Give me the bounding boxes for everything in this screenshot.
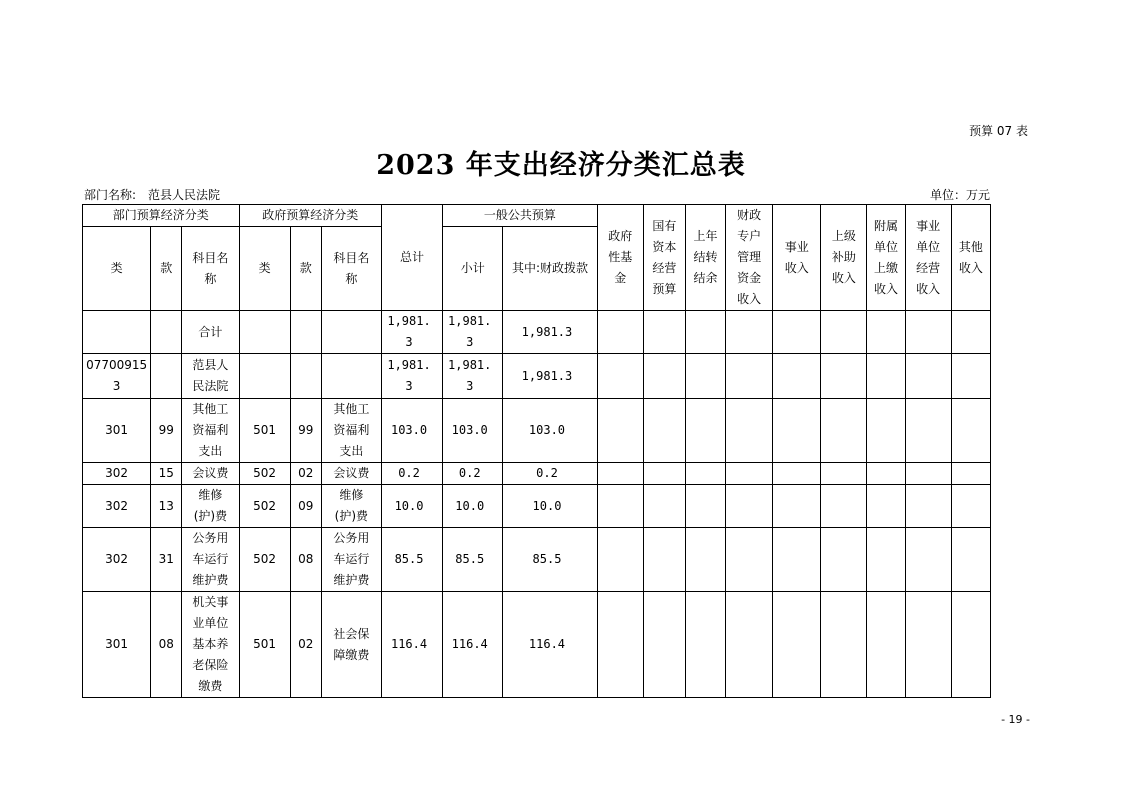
cell-dept-lei: 077009153 [83,354,151,399]
department-line [84,186,220,203]
cell-empty [726,592,773,698]
cell-fiscal: 103.0 [503,399,597,463]
cell-total: 0.2 [381,463,442,485]
cell-total: 85.5 [381,528,442,592]
cell-empty [773,592,821,698]
cell-empty [685,354,725,399]
cell-gov-subject: 维修(护)费 [321,485,381,528]
cell-empty [821,311,867,354]
cell-gov-kuan: 08 [290,528,321,592]
cell-dept-kuan: 15 [151,463,182,485]
header-gov-subject: 科目名称 [321,227,381,311]
cell-dept-subject: 公务用车运行维护费 [182,528,239,592]
table-row [83,354,991,399]
header-fiscal: 其中:财政拨款 [503,227,597,311]
cell-gov-lei: 502 [239,485,290,528]
cell-dept-lei: 302 [83,528,151,592]
cell-subtotal: 103.0 [443,399,503,463]
cell-fiscal: 1,981.3 [503,354,597,399]
cell-gov-kuan [290,354,321,399]
cell-empty [597,485,643,528]
cell-empty [643,463,685,485]
header-gov-fund: 政府性基金 [597,205,643,311]
cell-total: 116.4 [381,592,442,698]
cell-empty [821,463,867,485]
cell-empty [597,528,643,592]
cell-empty [685,485,725,528]
header-gov-lei: 类 [239,227,290,311]
cell-empty [597,463,643,485]
cell-gov-subject [321,311,381,354]
cell-empty [867,485,905,528]
header-subsidy: 上级补助收入 [821,205,867,311]
header-operating: 事业单位经营收入 [905,205,951,311]
cell-empty [773,485,821,528]
cell-gov-subject: 社会保障缴费 [321,592,381,698]
cell-subtotal: 10.0 [443,485,503,528]
cell-total: 103.0 [381,399,442,463]
cell-empty [905,485,951,528]
cell-gov-lei [239,354,290,399]
cell-dept-lei: 301 [83,592,151,698]
cell-dept-kuan: 13 [151,485,182,528]
table-number: 预算 07 表 [969,124,1028,138]
cell-dept-kuan: 99 [151,399,182,463]
header-dept-subject: 科目名称 [182,227,239,311]
cell-empty [821,528,867,592]
cell-empty [726,528,773,592]
cell-fiscal: 10.0 [503,485,597,528]
cell-empty [821,399,867,463]
header-general-budget: 一般公共预算 [443,205,598,227]
cell-fiscal: 1,981.3 [503,311,597,354]
department-name: 范县人民法院 [148,188,221,202]
cell-subtotal: 85.5 [443,528,503,592]
cell-empty [773,528,821,592]
cell-dept-kuan [151,311,182,354]
cell-empty [597,354,643,399]
header-dept-lei: 类 [83,227,151,311]
header-gov-kuan: 款 [290,227,321,311]
cell-empty [726,463,773,485]
cell-empty [951,528,990,592]
cell-gov-kuan: 02 [290,463,321,485]
cell-empty [951,463,990,485]
cell-empty [821,354,867,399]
department-label: 部门名称: [84,188,137,202]
cell-subtotal: 116.4 [443,592,503,698]
cell-dept-subject: 范县人民法院 [182,354,239,399]
cell-gov-lei: 501 [239,592,290,698]
cell-empty [951,311,990,354]
cell-empty [905,592,951,698]
cell-subtotal: 0.2 [443,463,503,485]
cell-empty [867,528,905,592]
cell-dept-kuan: 08 [151,592,182,698]
cell-empty [951,399,990,463]
cell-empty [685,528,725,592]
cell-empty [905,399,951,463]
header-affiliated: 附属单位上缴收入 [867,205,905,311]
table-row [83,528,991,592]
cell-empty [821,592,867,698]
cell-empty [685,592,725,698]
cell-empty [773,463,821,485]
cell-empty [685,463,725,485]
cell-empty [643,354,685,399]
cell-gov-subject: 公务用车运行维护费 [321,528,381,592]
cell-empty [597,399,643,463]
cell-dept-lei: 302 [83,485,151,528]
cell-dept-subject: 机关事业单位基本养老保险缴费 [182,592,239,698]
header-state-capital: 国有资本经营预算 [643,205,685,311]
cell-gov-lei [239,311,290,354]
table-row [83,463,991,485]
cell-dept-subject: 合计 [182,311,239,354]
cell-empty [643,485,685,528]
page-number: - 19 - [1001,713,1030,726]
cell-empty [867,354,905,399]
table-row [83,485,991,528]
header-business-income: 事业收入 [773,205,821,311]
cell-empty [643,528,685,592]
cell-dept-lei [83,311,151,354]
table-row [83,399,991,463]
cell-dept-lei: 302 [83,463,151,485]
header-gov-classification: 政府预算经济分类 [239,205,381,227]
header-carryover: 上年结转结余 [685,205,725,311]
cell-gov-kuan [290,311,321,354]
cell-gov-kuan: 02 [290,592,321,698]
cell-gov-lei: 501 [239,399,290,463]
cell-empty [643,592,685,698]
table-row [83,592,991,698]
cell-empty [643,399,685,463]
cell-dept-subject: 其他工资福利支出 [182,399,239,463]
cell-empty [773,399,821,463]
budget-table [82,204,991,698]
cell-dept-subject: 维修(护)费 [182,485,239,528]
cell-empty [905,528,951,592]
cell-empty [643,311,685,354]
cell-gov-subject: 会议费 [321,463,381,485]
cell-empty [726,399,773,463]
page-title: 2023 年支出经济分类汇总表 [376,150,746,181]
cell-gov-kuan: 99 [290,399,321,463]
cell-empty [905,354,951,399]
cell-empty [597,311,643,354]
cell-empty [867,399,905,463]
header-dept-kuan: 款 [151,227,182,311]
header-dept-classification: 部门预算经济分类 [83,205,240,227]
cell-fiscal: 85.5 [503,528,597,592]
cell-empty [951,485,990,528]
header-subtotal: 小计 [443,227,503,311]
cell-empty [867,311,905,354]
cell-gov-lei: 502 [239,463,290,485]
cell-empty [597,592,643,698]
cell-fiscal: 116.4 [503,592,597,698]
header-total: 总计 [381,205,442,311]
cell-total: 1,981.3 [381,311,442,354]
cell-total: 10.0 [381,485,442,528]
cell-empty [905,311,951,354]
cell-gov-lei: 502 [239,528,290,592]
cell-fiscal: 0.2 [503,463,597,485]
cell-empty [726,354,773,399]
cell-dept-subject: 会议费 [182,463,239,485]
unit-label: 单位：万元 [929,188,990,202]
cell-empty [821,485,867,528]
cell-empty [773,354,821,399]
cell-empty [773,311,821,354]
cell-dept-lei: 301 [83,399,151,463]
cell-empty [867,463,905,485]
header-other: 其他收入 [951,205,990,311]
cell-empty [685,311,725,354]
cell-empty [951,592,990,698]
cell-empty [905,463,951,485]
cell-empty [951,354,990,399]
cell-empty [685,399,725,463]
cell-gov-subject: 其他工资福利支出 [321,399,381,463]
table-row [83,311,991,354]
cell-gov-subject [321,354,381,399]
cell-total: 1,981.3 [381,354,442,399]
cell-empty [726,311,773,354]
cell-subtotal: 1,981.3 [443,311,503,354]
cell-gov-kuan: 09 [290,485,321,528]
cell-empty [726,485,773,528]
cell-subtotal: 1,981.3 [443,354,503,399]
cell-empty [867,592,905,698]
cell-dept-kuan: 31 [151,528,182,592]
header-special-account: 财政专户管理资金收入 [726,205,773,311]
cell-dept-kuan [151,354,182,399]
